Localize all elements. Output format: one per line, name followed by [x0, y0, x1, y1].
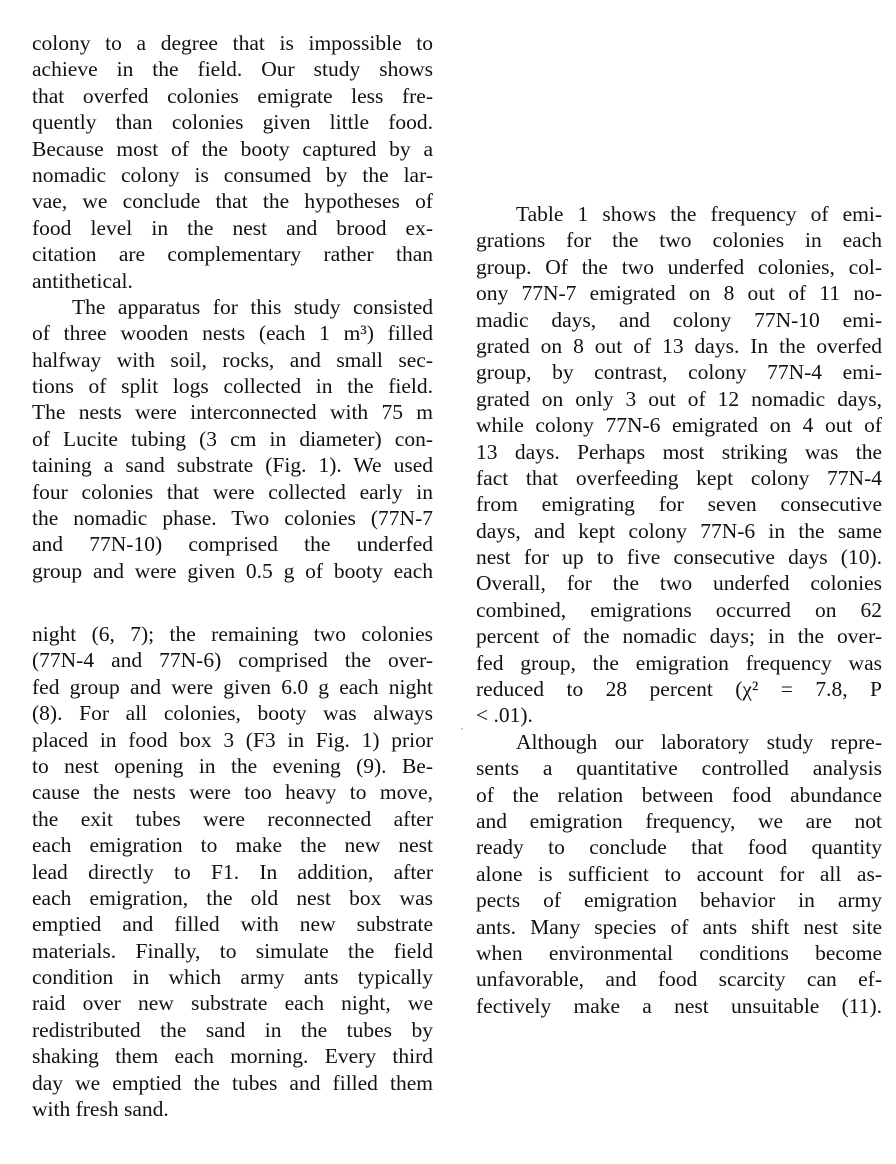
text-line: group. Of the two underfed colonies, col-: [476, 254, 882, 279]
text-line: of the relation between food abundance: [476, 782, 882, 807]
text-line: quently than colonies given little food.: [32, 110, 433, 135]
text-line: and emigration frequency, we are not: [476, 808, 882, 833]
text-line: reduced to 28 percent (χ² = 7.8, P: [476, 677, 882, 702]
text-line: from emigrating for seven consecutive: [476, 492, 882, 517]
text-line: days, and kept colony 77N-6 in the same: [476, 518, 882, 543]
text-line: ony 77N-7 emigrated on 8 out of 11 no-: [476, 281, 882, 306]
text-line: group, by contrast, colony 77N-4 emi-: [476, 360, 882, 385]
text-line: < .01).: [476, 703, 533, 728]
text-line: Because most of the booty captured by a: [32, 136, 433, 161]
text-line: tions of split logs collected in the field.: [32, 374, 433, 399]
text-line: Overall, for the two underfed colonies: [476, 571, 882, 596]
right-column-text-block: [476, 201, 882, 1019]
text-line: halfway with soil, rocks, and small sec-: [32, 347, 433, 372]
text-line: Although our laboratory study repre-: [516, 729, 882, 754]
text-line: ready to conclude that food quantity: [476, 835, 882, 860]
scan-artifact-dot: [461, 728, 463, 730]
text-line: taining a sand substrate (Fig. 1). We used: [32, 453, 433, 478]
text-line: raid over new substrate each night, we: [32, 991, 433, 1016]
text-line: condition in which army ants typically: [32, 965, 433, 990]
left-column-bottom-text-block: [32, 621, 433, 1122]
text-line: cause the nests were too heavy to move,: [32, 780, 433, 805]
text-line: fact that overfeeding kept colony 77N-4: [476, 465, 882, 490]
text-line: food level in the nest and brood ex-: [32, 215, 433, 240]
text-line: placed in food box 3 (F3 in Fig. 1) prior: [32, 727, 433, 752]
text-line: the exit tubes were reconnected after: [32, 806, 433, 831]
text-line: when environmental conditions become: [476, 940, 882, 965]
text-line: The apparatus for this study consisted: [72, 294, 433, 319]
text-line: to nest opening in the evening (9). Be-: [32, 753, 433, 778]
text-line: vae, we conclude that the hypotheses of: [32, 189, 433, 214]
text-line: group and were given 0.5 g of booty each: [32, 558, 433, 583]
text-line: fed group, the emigration frequency was: [476, 650, 882, 675]
text-line: that overfed colonies emigrate less fre-: [32, 83, 433, 108]
text-line: 13 days. Perhaps most striking was the: [476, 439, 882, 464]
text-line: fectively make a nest unsuitable (11).: [476, 993, 882, 1018]
text-line: fed group and were given 6.0 g each night: [32, 674, 433, 699]
text-line: combined, emigrations occurred on 62: [476, 597, 882, 622]
text-line: the nomadic phase. Two colonies (77N-7: [32, 506, 433, 531]
text-line: nomadic colony is consumed by the lar-: [32, 162, 433, 187]
text-line: Table 1 shows the frequency of emi-: [516, 202, 882, 226]
text-line: sents a quantitative controlled analysis: [476, 756, 882, 781]
text-line: percent of the nomadic days; in the over-: [476, 624, 882, 649]
text-line: lead directly to F1. In addition, after: [32, 859, 433, 884]
text-line: alone is sufficient to account for all as-: [476, 861, 882, 886]
text-line: (77N-4 and 77N-6) comprised the over-: [32, 648, 433, 673]
text-line: grations for the two colonies in each: [476, 228, 882, 253]
text-line: night (6, 7); the remaining two colonies: [32, 622, 433, 646]
text-line: materials. Finally, to simulate the field: [32, 938, 433, 963]
text-line: with fresh sand.: [32, 1097, 169, 1122]
text-line: pects of emigration behavior in army: [476, 888, 882, 913]
text-line: grated on only 3 out of 12 nomadic days,: [476, 386, 882, 411]
text-line: nest for up to five consecutive days (10).: [476, 545, 882, 570]
text-line: day we emptied the tubes and filled them: [32, 1070, 433, 1095]
text-line: four colonies that were collected early in: [32, 479, 433, 504]
text-line: emptied and filled with new substrate: [32, 912, 433, 937]
text-line: The nests were interconnected with 75 m: [32, 400, 433, 425]
text-line: ants. Many species of ants shift nest site: [476, 914, 882, 939]
text-line: achieve in the field. Our study shows: [32, 57, 433, 82]
text-line: each emigration to make the new nest: [32, 833, 433, 858]
text-line: citation are complementary rather than: [32, 242, 433, 267]
left-column-top-text-block: [32, 30, 433, 584]
text-line: madic days, and colony 77N-10 emi-: [476, 307, 882, 332]
text-line: of three wooden nests (each 1 m³) filled: [32, 321, 433, 346]
text-line: colony to a degree that is impossible to: [32, 31, 433, 55]
text-line: unfavorable, and food scarcity can ef-: [476, 967, 882, 992]
text-line: of Lucite tubing (3 cm in diameter) con-: [32, 426, 433, 451]
text-line: shaking them each morning. Every third: [32, 1044, 433, 1069]
text-line: redistributed the sand in the tubes by: [32, 1017, 433, 1042]
text-line: grated on 8 out of 13 days. In the overfed: [476, 333, 882, 358]
text-line: (8). For all colonies, booty was always: [32, 701, 433, 726]
text-line: antithetical.: [32, 268, 133, 293]
text-line: each emigration, the old nest box was: [32, 885, 433, 910]
text-line: and 77N-10) comprised the underfed: [32, 532, 433, 557]
text-line: while colony 77N-6 emigrated on 4 out of: [476, 413, 882, 438]
